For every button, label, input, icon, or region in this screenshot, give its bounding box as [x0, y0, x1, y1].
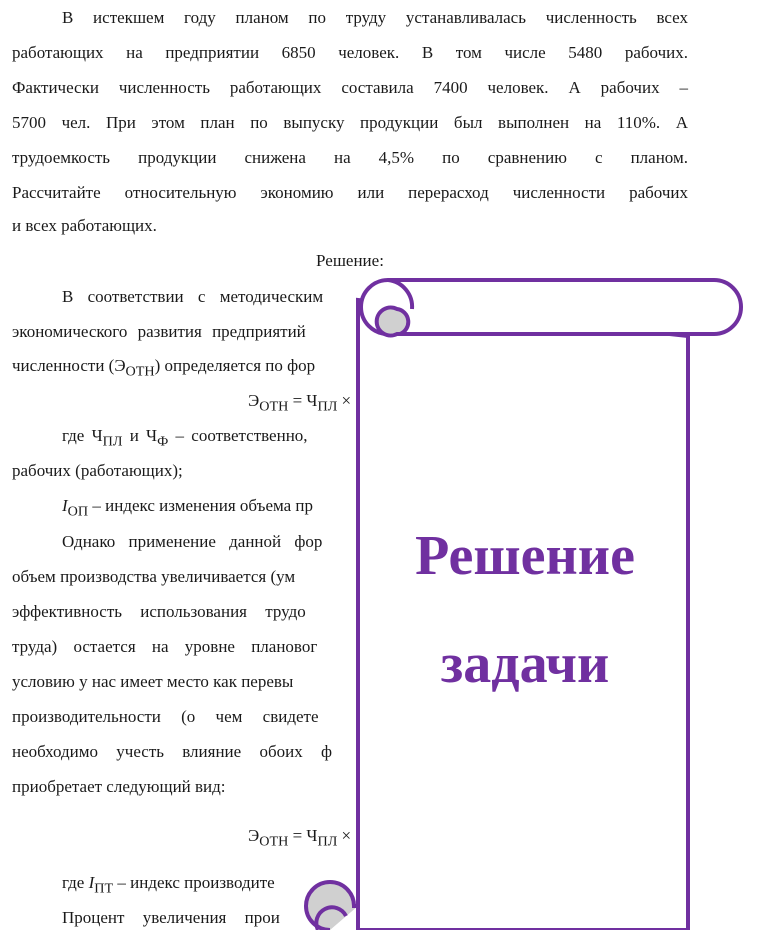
text-line: Рассчитайте относительную экономию или перерасход численности рабочих	[12, 183, 688, 202]
text-line: производительности (о чем свидете	[12, 707, 319, 726]
text-line: Процент увеличения прои	[62, 908, 280, 927]
section-heading: Решение:	[316, 251, 384, 270]
text-line: где $I_{ПТ}$ – индекс производите	[62, 873, 275, 897]
text-line: рабочих (работающих);	[12, 461, 183, 480]
text-line: где $Ч_{ПЛ}$ и $Ч_Ф$ – соответственно,	[62, 426, 308, 450]
text-line: численности $(Э_{ОТН})$ определяется по фор	[12, 356, 316, 380]
text-line: трудоемкость продукции снижена на 4,5% по сравнению с планом.	[12, 148, 688, 167]
scroll-top-roll	[361, 280, 741, 334]
scroll-title-line2: задачи	[440, 633, 610, 695]
text-line: 5700 чел. При этом план по выпуску продукции был выполнен на 110%. А	[12, 113, 688, 132]
text-line: Однако применение данной фор	[62, 532, 323, 551]
text-line: объем производства увеличивается (ум	[12, 567, 296, 586]
text-line: условию у нас имеет место как перевы	[12, 672, 294, 691]
formula: $Э_{ОТН} = Ч_{ПЛ}$ ×	[248, 826, 352, 850]
text-line: экономического развития предприятий	[12, 322, 306, 341]
text-line: труда) остается на уровне плановог	[12, 637, 318, 656]
text-line: и всех работающих.	[12, 216, 157, 235]
formula: $Э_{ОТН} = Ч_{ПЛ}$ ×	[248, 391, 352, 415]
scroll-top-curl	[377, 308, 409, 336]
text-line: В соответствии с методическим	[62, 287, 324, 306]
scroll-title-line1: Решение	[415, 525, 635, 587]
text-line: $I_{ОП}$ – индекс изменения объема пр	[62, 496, 314, 520]
text-line: эффективность использования трудо	[12, 602, 306, 621]
text-line: В истекшем году планом по труду устанавливалась численность всех	[62, 8, 688, 27]
text-line: Фактически численность работающих составила 7400 человек. А рабочих –	[12, 78, 688, 97]
text-line: приобретает следующий вид:	[12, 777, 226, 796]
text-line: необходимо учесть влияние обоих ф	[12, 742, 332, 761]
scroll-body	[358, 300, 688, 930]
text-line: работающих на предприятии 6850 человек. В том числе 5480 рабочих.	[12, 43, 688, 62]
